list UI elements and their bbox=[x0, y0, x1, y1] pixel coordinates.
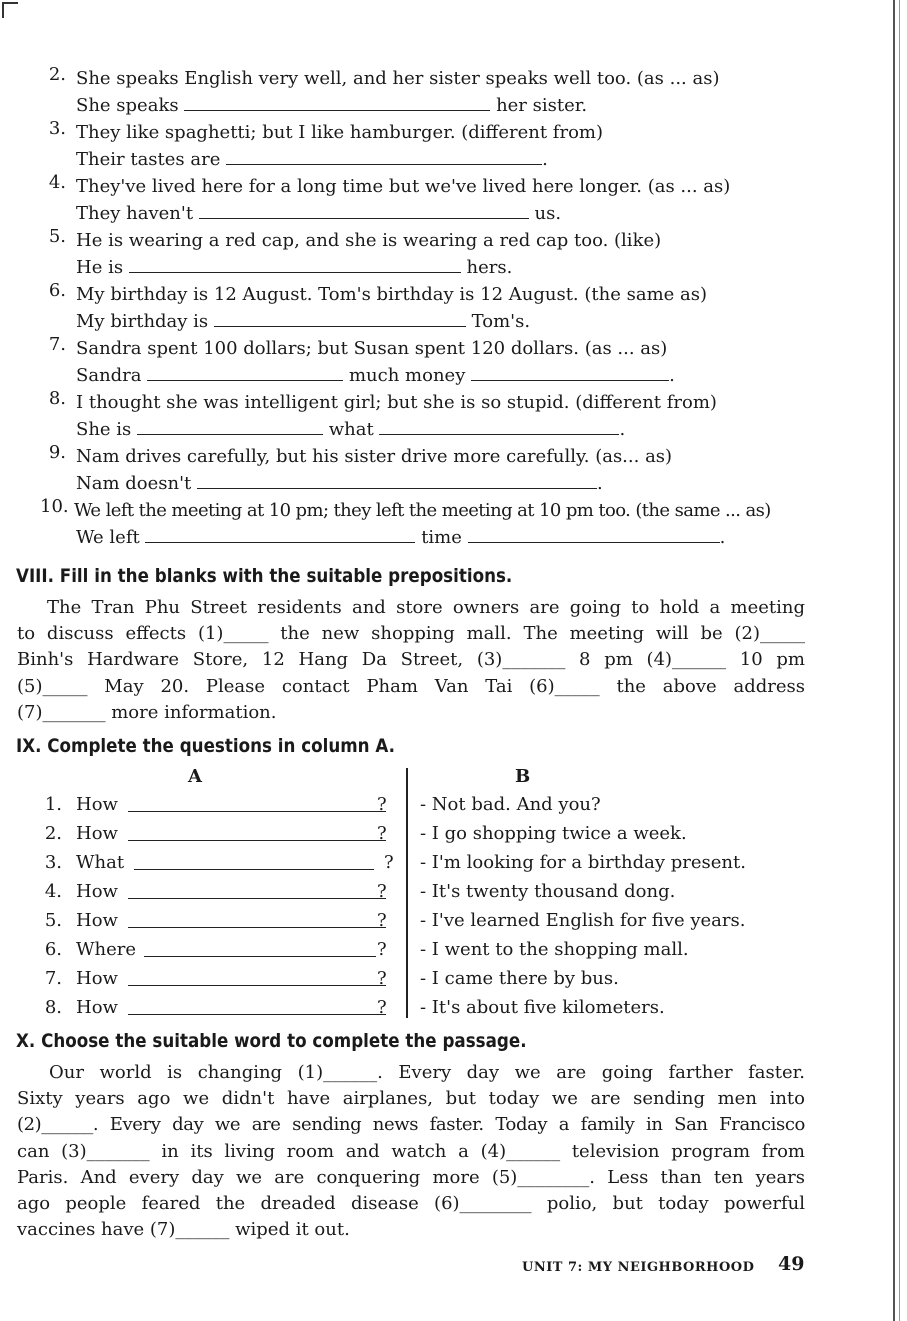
item-answer-line bbox=[76, 419, 625, 440]
exercise-item bbox=[40, 442, 820, 496]
item-number: 8. bbox=[48, 388, 66, 409]
page-number: 49 bbox=[778, 1253, 805, 1275]
answer-end: Tom's. bbox=[471, 311, 531, 332]
answer-middle: what bbox=[328, 419, 374, 440]
item-prompt: Sandra spent 100 dollars; but Susan spent 120 dollars. (as ... as) bbox=[76, 338, 668, 359]
answer-start: She speaks bbox=[76, 95, 179, 116]
answer-blank[interactable] bbox=[129, 257, 461, 273]
passage-line: Binh's Hardware Store, 12 Hang Da Street, (3)_______ 8 pm (4)______ 10 pm bbox=[17, 649, 805, 671]
answer-end: her sister. bbox=[496, 95, 588, 116]
question-mark: ? bbox=[377, 997, 387, 1018]
item-number: 5. bbox=[48, 226, 66, 247]
question-row bbox=[40, 794, 800, 823]
question-word: How bbox=[76, 968, 118, 989]
answer-end: . bbox=[669, 365, 675, 386]
section-x-passage bbox=[17, 1060, 805, 1243]
item-number: 10. bbox=[40, 496, 69, 517]
passage-line: (7)_______ more information. bbox=[17, 701, 277, 723]
question-row bbox=[40, 852, 800, 881]
exercise-list bbox=[40, 64, 820, 550]
question-number: 7. bbox=[44, 968, 62, 989]
answer-start: Their tastes are bbox=[76, 149, 221, 170]
question-blank[interactable] bbox=[128, 1014, 386, 1015]
question-blank[interactable] bbox=[134, 869, 374, 870]
crop-mark bbox=[2, 2, 18, 18]
exercise-item bbox=[40, 334, 820, 388]
answer-end: us. bbox=[534, 203, 562, 224]
answer-blank[interactable] bbox=[137, 419, 323, 435]
question-word: How bbox=[76, 823, 118, 844]
answer-start: We left bbox=[76, 527, 140, 548]
page-footer bbox=[522, 1253, 805, 1275]
item-number: 2. bbox=[48, 64, 66, 85]
passage-line: (5)_____ May 20. Please contact Pham Van Tai (6)_____ the above address bbox=[17, 675, 805, 697]
item-answer-line bbox=[76, 473, 603, 494]
question-blank[interactable] bbox=[128, 898, 386, 899]
item-answer-line bbox=[76, 527, 725, 548]
question-word: How bbox=[76, 881, 118, 902]
question-mark: ? bbox=[377, 881, 387, 902]
question-word: How bbox=[76, 997, 118, 1018]
question-number: 8. bbox=[44, 997, 62, 1018]
answer-blank[interactable] bbox=[226, 149, 542, 165]
item-prompt: My birthday is 12 August. Tom's birthday is 12 August. (the same as) bbox=[76, 284, 708, 305]
passage-line: Sixty years ago we didn't have airplanes, but today we are sending men into bbox=[17, 1088, 805, 1110]
answer-start: She is bbox=[76, 419, 132, 440]
question-number: 3. bbox=[44, 852, 62, 873]
passage-line: (2)______. Every day we are sending news faster. Today a family in San Francisco bbox=[17, 1114, 805, 1136]
answer-text: - Not bad. And you? bbox=[420, 794, 601, 815]
passage-line: can (3)_______ in its living room and watch a (4)______ television program from bbox=[17, 1140, 805, 1162]
item-prompt: I thought she was intelligent girl; but she is so stupid. (different from) bbox=[76, 392, 717, 413]
question-row bbox=[40, 910, 800, 939]
question-mark: ? bbox=[377, 968, 387, 989]
answer-blank[interactable] bbox=[199, 203, 529, 219]
answer-end: hers. bbox=[466, 257, 513, 278]
item-prompt: She speaks English very well, and her sister speaks well too. (as ... as) bbox=[76, 68, 720, 89]
question-number: 1. bbox=[44, 794, 62, 815]
answer-blank[interactable] bbox=[145, 527, 415, 543]
item-number: 9. bbox=[48, 442, 66, 463]
item-prompt: They've lived here for a long time but we've lived here longer. (as ... as) bbox=[76, 176, 731, 197]
item-answer-line bbox=[76, 365, 675, 386]
question-mark: ? bbox=[377, 910, 387, 931]
question-blank[interactable] bbox=[144, 956, 376, 957]
passage-line: ago people feared the dreaded disease (6)________ polio, but today powerful bbox=[17, 1193, 805, 1215]
question-number: 2. bbox=[44, 823, 62, 844]
answer-blank[interactable] bbox=[184, 95, 490, 111]
item-prompt: Nam drives carefully, but his sister drive more carefully. (as... as) bbox=[76, 446, 673, 467]
question-mark: ? bbox=[384, 852, 394, 873]
answer-end: . bbox=[619, 419, 626, 440]
item-number: 3. bbox=[48, 118, 66, 139]
question-mark: ? bbox=[377, 823, 387, 844]
question-blank[interactable] bbox=[128, 811, 386, 812]
answer-text: - I've learned English for five years. bbox=[420, 910, 746, 931]
answer-end: . bbox=[597, 473, 603, 494]
answer-text: - I'm looking for a birthday present. bbox=[420, 852, 746, 873]
answer-middle: time bbox=[421, 527, 462, 548]
question-blank[interactable] bbox=[128, 927, 386, 928]
question-number: 4. bbox=[44, 881, 62, 902]
item-number: 4. bbox=[48, 172, 66, 193]
answer-blank[interactable] bbox=[147, 365, 343, 381]
item-number: 7. bbox=[48, 334, 66, 355]
question-mark: ? bbox=[377, 794, 387, 815]
answer-end: . bbox=[719, 527, 726, 548]
exercise-item bbox=[40, 172, 820, 226]
item-prompt: He is wearing a red cap, and she is wearing a red cap too. (like) bbox=[76, 230, 662, 251]
passage-line: Our world is changing (1)______. Every day we are going farther faster. bbox=[49, 1062, 805, 1083]
question-number: 5. bbox=[44, 910, 62, 931]
question-row bbox=[40, 939, 800, 968]
answer-start: He is bbox=[76, 257, 124, 278]
question-row bbox=[40, 968, 800, 997]
exercise-item bbox=[40, 64, 820, 118]
section-viii-heading: VIII. Fill in the blanks with the suitable prepositions. bbox=[16, 565, 513, 587]
question-columns bbox=[40, 762, 800, 1022]
exercise-item bbox=[40, 496, 820, 550]
exercise-item bbox=[40, 388, 820, 442]
column-a-header: A bbox=[188, 766, 202, 787]
answer-blank[interactable] bbox=[379, 419, 619, 435]
unit-title: UNIT 7: MY NEIGHBORHOOD bbox=[522, 1260, 755, 1275]
question-row bbox=[40, 881, 800, 910]
question-row bbox=[40, 823, 800, 852]
answer-start: They haven't bbox=[76, 203, 194, 224]
item-answer-line bbox=[76, 95, 587, 116]
item-answer-line bbox=[76, 149, 548, 170]
question-blank[interactable] bbox=[128, 840, 386, 841]
answer-middle: much money bbox=[348, 365, 466, 386]
section-viii-passage bbox=[17, 595, 805, 726]
passage-line: Paris. And every day we are conquering more (5)________. Less than ten years bbox=[17, 1166, 805, 1188]
answer-text: - I go shopping twice a week. bbox=[420, 823, 687, 844]
column-b-header: B bbox=[515, 766, 531, 787]
answer-text: - It's twenty thousand dong. bbox=[420, 881, 676, 902]
question-row bbox=[40, 997, 800, 1026]
answer-blank[interactable] bbox=[471, 365, 669, 381]
question-word: Where bbox=[76, 939, 137, 960]
answer-end: . bbox=[542, 149, 548, 170]
passage-line: to discuss effects (1)_____ the new shopping mall. The meeting will be (2)_____ bbox=[17, 623, 805, 645]
passage-line: The Tran Phu Street residents and store owners are going to hold a meeting bbox=[47, 597, 805, 618]
page-edge bbox=[893, 0, 895, 1321]
exercise-item bbox=[40, 118, 820, 172]
answer-start: My birthday is bbox=[76, 311, 209, 332]
question-word: How bbox=[76, 794, 118, 815]
section-x-heading: X. Choose the suitable word to complete the passage. bbox=[16, 1030, 527, 1052]
exercise-item bbox=[40, 280, 820, 334]
passage-line: vaccines have (7)______ wiped it out. bbox=[17, 1219, 350, 1241]
item-answer-line bbox=[76, 203, 561, 224]
question-number: 6. bbox=[44, 939, 62, 960]
item-answer-line bbox=[76, 311, 530, 332]
question-blank[interactable] bbox=[128, 985, 386, 986]
answer-text: - I came there by bus. bbox=[420, 968, 619, 989]
question-mark: ? bbox=[377, 939, 387, 960]
answer-blank[interactable] bbox=[468, 527, 720, 543]
answer-start: Nam doesn't bbox=[76, 473, 192, 494]
question-word: How bbox=[76, 910, 118, 931]
item-prompt: They like spaghetti; but I like hamburger. (different from) bbox=[76, 122, 604, 143]
page-edge-shadow bbox=[899, 0, 900, 1321]
exercise-item bbox=[40, 226, 820, 280]
answer-blank[interactable] bbox=[214, 311, 466, 327]
item-number: 6. bbox=[48, 280, 66, 301]
item-answer-line bbox=[76, 257, 512, 278]
item-prompt: We left the meeting at 10 pm; they left the meeting at 10 pm too. (the same ... as) bbox=[74, 500, 771, 521]
answer-text: - It's about five kilometers. bbox=[420, 997, 665, 1018]
question-word: What bbox=[76, 852, 125, 873]
section-ix-heading: IX. Complete the questions in column A. bbox=[16, 735, 396, 757]
answer-blank[interactable] bbox=[197, 473, 597, 489]
answer-text: - I went to the shopping mall. bbox=[420, 939, 689, 960]
answer-start: Sandra bbox=[76, 365, 142, 386]
